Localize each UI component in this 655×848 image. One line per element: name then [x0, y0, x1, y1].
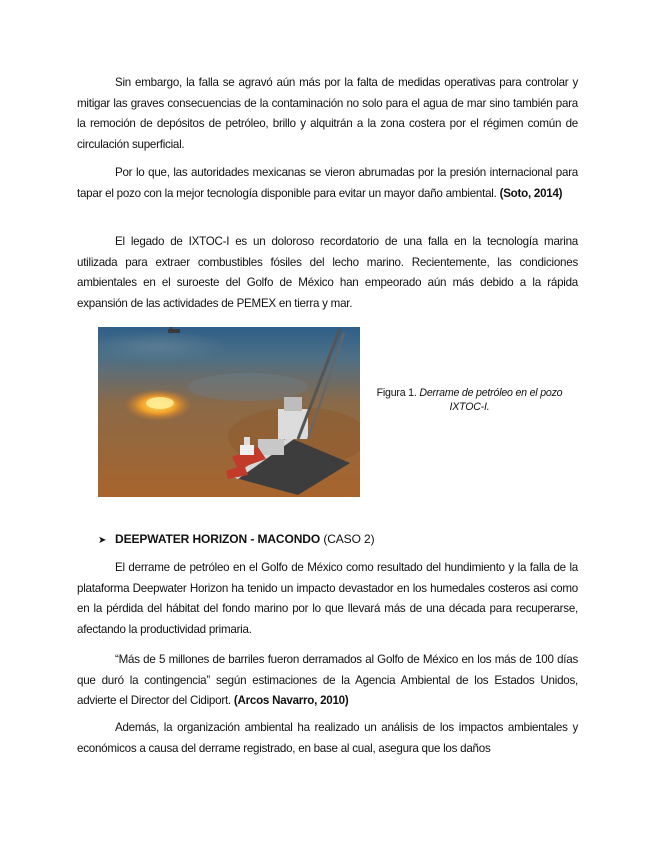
- citation-soto: (Soto, 2014): [499, 186, 563, 200]
- paragraph-4-text: El derrame de petróleo en el Golfo de México como resultado del hundimiento y la falla de la plataforma Deepwater Horizon ha tenido un impacto devastador en los humedales costeros asi como en la pérdida del hábitat del fondo marino por lo que llevará más de una década para recuperarse, afectando la productividad primaria.: [77, 561, 578, 636]
- paragraph-5-text: “Más de 5 millones de barriles fueron derramados al Golfo de México en los más de 100 días que duró la contingencia” según estimaciones de la Agencia Ambiental de los Estados Unidos, advierte el Director del Cidiport.: [77, 653, 578, 708]
- paragraph-2-text: Por lo que, las autoridades mexicanas se vieron abrumadas por la presión internacional para tapar el pozo con la mejor tecnología disponible para evitar un mayor daño ambiental.: [77, 166, 578, 200]
- paragraph-3-text: El legado de IXTOC-I es un doloroso recordatorio de una falla en la tecnología marina utilizada para extraer combustibles fósiles del lecho marino. Recientemente, las condiciones ambientales en el suroeste del Golfo de México han empeorado aún más debido a la rápida expansión de las actividades de PEMEX en tierra y mar.: [77, 235, 578, 310]
- figure-caption: [372, 386, 567, 414]
- paragraph-2: [77, 163, 578, 204]
- arrow-bullet-icon: ➤: [98, 535, 107, 546]
- paragraph-3: [77, 232, 578, 314]
- section-subtitle: (CASO 2): [323, 532, 375, 546]
- paragraph-5: [77, 650, 578, 712]
- figure-caption-text: Derrame de petróleo en el pozo IXTOC-I.: [419, 387, 563, 413]
- paragraph-1: [77, 73, 578, 155]
- section-heading: [98, 530, 375, 550]
- citation-arcos-navarro: (Arcos Navarro, 2010): [233, 694, 349, 708]
- section-title: DEEPWATER HORIZON - MACONDO: [115, 532, 321, 546]
- paragraph-4: [77, 558, 578, 640]
- paragraph-6: [77, 718, 578, 759]
- paragraph-1-text: Sin embargo, la falla se agravó aún más por la falta de medidas operativas para controlar y mitigar las graves consecuencias de la contaminación no solo para el agua de mar sino también para la remoción de depósitos de petróleo, brillo y alquitrán a la zona costera por el régimen común de circulación superficial.: [77, 76, 578, 151]
- paragraph-6-text: Además, la organización ambiental ha realizado un análisis de los impactos ambientales y económicos a causa del derrame registrado, en base al cual, asegura que los daños: [77, 721, 578, 755]
- figure-label: Figura 1.: [376, 387, 417, 399]
- oil-spill-photo: [98, 327, 360, 497]
